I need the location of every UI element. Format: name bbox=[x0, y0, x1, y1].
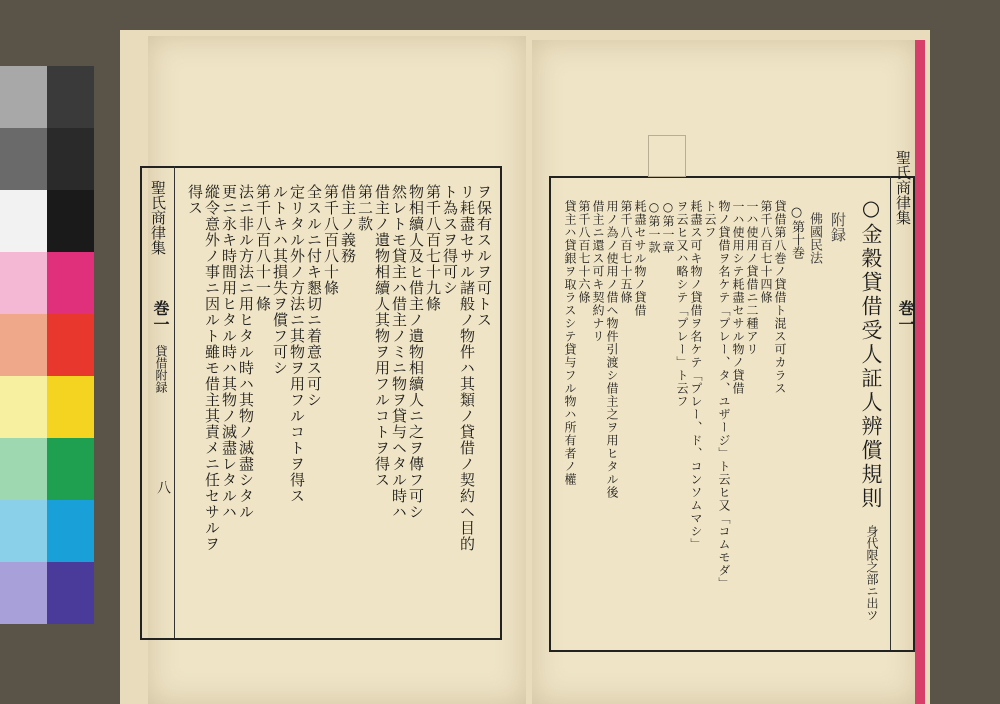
calibration-swatch bbox=[47, 190, 94, 252]
left-text-column: 第千八百八十一條 bbox=[254, 184, 272, 312]
calibration-swatch bbox=[47, 252, 94, 314]
left-text-column: 第二款 bbox=[356, 184, 374, 232]
page-number: 八 bbox=[155, 480, 171, 494]
calibration-swatch bbox=[0, 562, 47, 624]
book-number: ○第十巻 bbox=[789, 205, 804, 259]
left-margin-rule bbox=[174, 166, 175, 638]
left-text-column: 縱令意外ノ事ニ因ルト雖モ借主其責メニ任セサルヲ bbox=[203, 184, 221, 552]
book-edge bbox=[915, 40, 925, 704]
right-text-column: 第千八百七十六條 bbox=[577, 200, 591, 304]
calibration-swatch bbox=[47, 438, 94, 500]
calibration-swatch bbox=[0, 128, 47, 190]
calibration-swatch bbox=[0, 376, 47, 438]
left-margin-title: 聖氏商律集 bbox=[149, 180, 167, 255]
left-text-column: 第千八百八十條 bbox=[322, 184, 340, 296]
right-text-column: ヲ云ヒ又ハ略シテ「プレー」ト云フ bbox=[675, 200, 689, 408]
right-margin-rule bbox=[890, 176, 891, 650]
right-text-column: ト云フ bbox=[703, 200, 717, 239]
left-text-column: リ耗盡セサル諸般ノ物件ハ其類ノ貸借ノ契約ヘ目的 bbox=[458, 184, 476, 552]
left-text-column: 第千八百七十九條 bbox=[424, 184, 442, 312]
library-stamp bbox=[648, 135, 686, 177]
left-text-column: 借主ノ義務 bbox=[339, 184, 357, 264]
calibration-swatch bbox=[0, 190, 47, 252]
calibration-swatch bbox=[0, 314, 47, 376]
color-calibration-chart bbox=[0, 66, 94, 628]
calibration-swatch bbox=[0, 500, 47, 562]
right-text-column: 第千八百七十四條 bbox=[759, 200, 773, 304]
left-text-column: 借主ノ遺物相續人其物ヲ用フルコトヲ得ス bbox=[373, 184, 391, 488]
calibration-swatch bbox=[47, 314, 94, 376]
right-heading-note: 身代限之部ニ出ツ bbox=[865, 525, 879, 621]
right-text-column: 貸借第八巻ノ貸借ト混ス可カラス bbox=[773, 200, 787, 395]
left-text-column: ルトキハ其損失ヲ償フ可シ bbox=[271, 184, 289, 376]
right-text-column: 一ハ使用シテ耗盡セサル物ノ貸借 bbox=[731, 200, 745, 395]
right-margin-volume: 巻一 bbox=[896, 300, 915, 332]
right-text-column: 貸主ハ貸銀ヲ取ラスシテ貸与フル物ハ所有者ノ權 bbox=[563, 200, 577, 486]
calibration-swatch bbox=[47, 500, 94, 562]
left-text-column: 然レトモ貸主ハ借主ノミニ物ヲ貸与ヘタル時ハ bbox=[390, 184, 408, 520]
country-label: 佛國民法 bbox=[807, 212, 822, 264]
calibration-swatch bbox=[47, 562, 94, 624]
right-margin-title: 聖氏商律集 bbox=[894, 150, 912, 225]
left-text-column: ヲ保有スルヲ可トス bbox=[475, 184, 493, 328]
appendix-label: 附録 bbox=[829, 212, 847, 242]
calibration-swatch bbox=[47, 376, 94, 438]
left-text-column: 法ニ非ル方法ニ用ヒタル時ハ其物ノ滅盡シタル bbox=[237, 184, 255, 520]
left-text-column: 全スルニ付キ懇切ニ着意ス可シ bbox=[305, 184, 323, 408]
left-margin-volume: 巻一 bbox=[151, 300, 170, 332]
right-text-column: ○第一章 bbox=[661, 200, 675, 254]
right-text-column: 用ノ為ノ使用ノ借ヘ物件引渡シ借主之ヲ用ヒタル後 bbox=[605, 200, 619, 499]
left-text-column: 更ニ永キ時間用ヒタル時ハ其物ノ滅盡レタルハ bbox=[220, 184, 238, 520]
left-margin-section: 貸借附録 bbox=[154, 345, 168, 393]
calibration-swatch bbox=[47, 66, 94, 128]
calibration-swatch bbox=[0, 66, 47, 128]
right-text-column: 一ハ使用ノ貸借ニ二種アリ bbox=[745, 200, 759, 356]
right-text-column: 物ノ貸借ヲ名ケテ「プレー、タ、ユザージ」ト云ヒ又「コムモダ」 bbox=[717, 200, 731, 590]
calibration-swatch bbox=[47, 128, 94, 190]
calibration-swatch bbox=[0, 252, 47, 314]
left-text-column: 得ス bbox=[186, 184, 204, 216]
right-text-column: 耗盡セサル物ノ貸借 bbox=[633, 200, 647, 317]
right-text-column: 借主ニ還ス可キ契約ナリ bbox=[591, 200, 605, 343]
right-text-column: ○第一款 bbox=[647, 200, 661, 254]
right-text-column: 耗盡ス可キ物ノ貸借ヲ名ケテ「プレー、ド、コンソムマシ」 bbox=[689, 200, 703, 551]
left-text-column: 物相續人及ヒ借主ノ遺物相續人ニ之ヲ傳フ可シ bbox=[407, 184, 425, 520]
calibration-swatch bbox=[0, 438, 47, 500]
left-text-column: ト為スヲ得可シ bbox=[441, 184, 459, 296]
right-text-column: 第千八百七十五條 bbox=[619, 200, 633, 304]
left-text-column: 定リタル外ノ方法ニ其物ヲ用フルコトヲ得ス bbox=[288, 184, 306, 504]
right-heading: ○金穀貸借受人証人辨償規則 bbox=[859, 196, 883, 511]
